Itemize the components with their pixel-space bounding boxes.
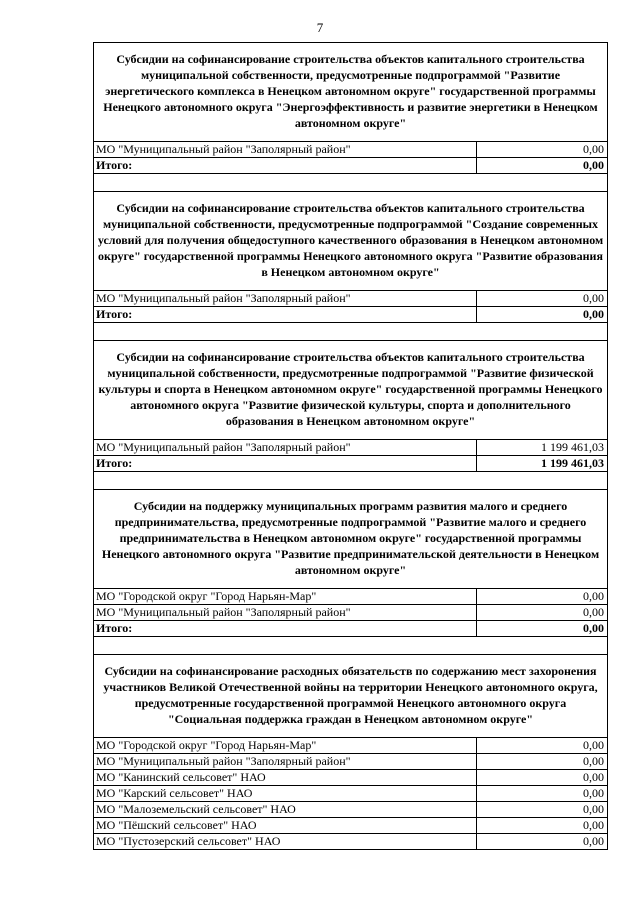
row-name: МО "Муниципальный район "Заполярный район" xyxy=(94,754,477,769)
spacer-row xyxy=(94,323,607,341)
section-title: Субсидии на софинансирование расходных обязательств по содержанию мест захоронения участников Великой Отечественной войны на территории Ненецкого автономного округа, предусмотренные государственной программой Ненецкого автономного округа "Социальная поддержка граждан в Ненецком автономном округе" xyxy=(94,655,607,738)
row-name: МО "Малоземельский сельсовет" НАО xyxy=(94,802,477,817)
total-label: Итого: xyxy=(94,621,477,636)
total-value: 0,00 xyxy=(583,621,604,635)
table-row xyxy=(94,754,607,770)
section-title: Субсидии на софинансирование строительства объектов капитального строительства муниципальной собственности, предусмотренные подпрограммой "Развитие физической культуры и спорта в Ненецком автономном округе" государственной программы Ненецкого автономного округа "Развитие физической культуры, спорта и дополнительного образования в Ненецком автономном округе" xyxy=(94,341,607,440)
row-value: 0,00 xyxy=(583,754,604,768)
row-name: МО "Муниципальный район "Заполярный район" xyxy=(94,291,477,306)
table-row xyxy=(94,440,607,456)
row-value: 0,00 xyxy=(583,786,604,800)
row-name: МО "Городской округ "Город Нарьян-Мар" xyxy=(94,738,477,753)
total-label: Итого: xyxy=(94,307,477,322)
section-title: Субсидии на поддержку муниципальных программ развития малого и среднего предпринимательства, предусмотренные подпрограммой "Развитие малого и среднего предпринимательства в Ненецком автономном округе" государственной программы Ненецкого автономного округа "Развитие предпринимательской деятельности в Ненецком автономном округе" xyxy=(94,490,607,589)
section-sport xyxy=(93,341,608,490)
row-name: МО "Канинский сельсовет" НАО xyxy=(94,770,477,785)
row-value: 0,00 xyxy=(583,589,604,603)
total-row xyxy=(94,621,607,637)
total-value: 1 199 461,03 xyxy=(541,456,604,470)
subsidy-table xyxy=(93,42,608,850)
total-row xyxy=(94,456,607,472)
table-row xyxy=(94,802,607,818)
spacer-row xyxy=(94,174,607,192)
row-value: 0,00 xyxy=(583,738,604,752)
table-row xyxy=(94,738,607,754)
row-value: 0,00 xyxy=(583,605,604,619)
row-value: 0,00 xyxy=(583,291,604,305)
total-row xyxy=(94,307,607,323)
row-value: 0,00 xyxy=(583,802,604,816)
row-name: МО "Муниципальный район "Заполярный район" xyxy=(94,440,477,455)
table-row xyxy=(94,589,607,605)
total-label: Итого: xyxy=(94,456,477,471)
total-label: Итого: xyxy=(94,158,477,173)
row-name: МО "Пустозерский сельсовет" НАО xyxy=(94,834,477,849)
table-row xyxy=(94,786,607,802)
page-number: 7 xyxy=(316,20,324,35)
table-row xyxy=(94,291,607,307)
row-value: 0,00 xyxy=(583,834,604,848)
total-value: 0,00 xyxy=(583,307,604,321)
row-name: МО "Муниципальный район "Заполярный район" xyxy=(94,142,477,157)
section-business xyxy=(93,490,608,655)
total-row xyxy=(94,158,607,174)
table-row xyxy=(94,818,607,834)
table-row xyxy=(94,605,607,621)
section-title: Субсидии на софинансирование строительства объектов капитального строительства муниципальной собственности, предусмотренные подпрограммой "Создание современных условий для получения общедоступного качественного образования в Ненецком автономном округе" государственной программы Ненецкого автономного округа "Развитие образования в Ненецком автономном округе" xyxy=(94,192,607,291)
row-name: МО "Пёшский сельсовет" НАО xyxy=(94,818,477,833)
row-name: МО "Городской округ "Город Нарьян-Мар" xyxy=(94,589,477,604)
table-row xyxy=(94,142,607,158)
total-value: 0,00 xyxy=(583,158,604,172)
table-row xyxy=(94,770,607,786)
section-memorials xyxy=(93,655,608,850)
row-value: 0,00 xyxy=(583,770,604,784)
section-education xyxy=(93,192,608,341)
table-row xyxy=(94,834,607,850)
spacer-row xyxy=(94,472,607,490)
row-value: 1 199 461,03 xyxy=(541,440,604,454)
row-value: 0,00 xyxy=(583,818,604,832)
row-name: МО "Муниципальный район "Заполярный район" xyxy=(94,605,477,620)
section-energy xyxy=(93,42,608,192)
row-value: 0,00 xyxy=(583,142,604,156)
row-name: МО "Карский сельсовет" НАО xyxy=(94,786,477,801)
spacer-row xyxy=(94,637,607,655)
section-title: Субсидии на софинансирование строительства объектов капитального строительства муниципальной собственности, предусмотренные подпрограммой "Развитие энергетического комплекса в Ненецком автономном округе" государственной программы Ненецкого автономного округа "Энергоэффективность и развитие энергетики в Ненецком автономном округе" xyxy=(94,43,607,142)
